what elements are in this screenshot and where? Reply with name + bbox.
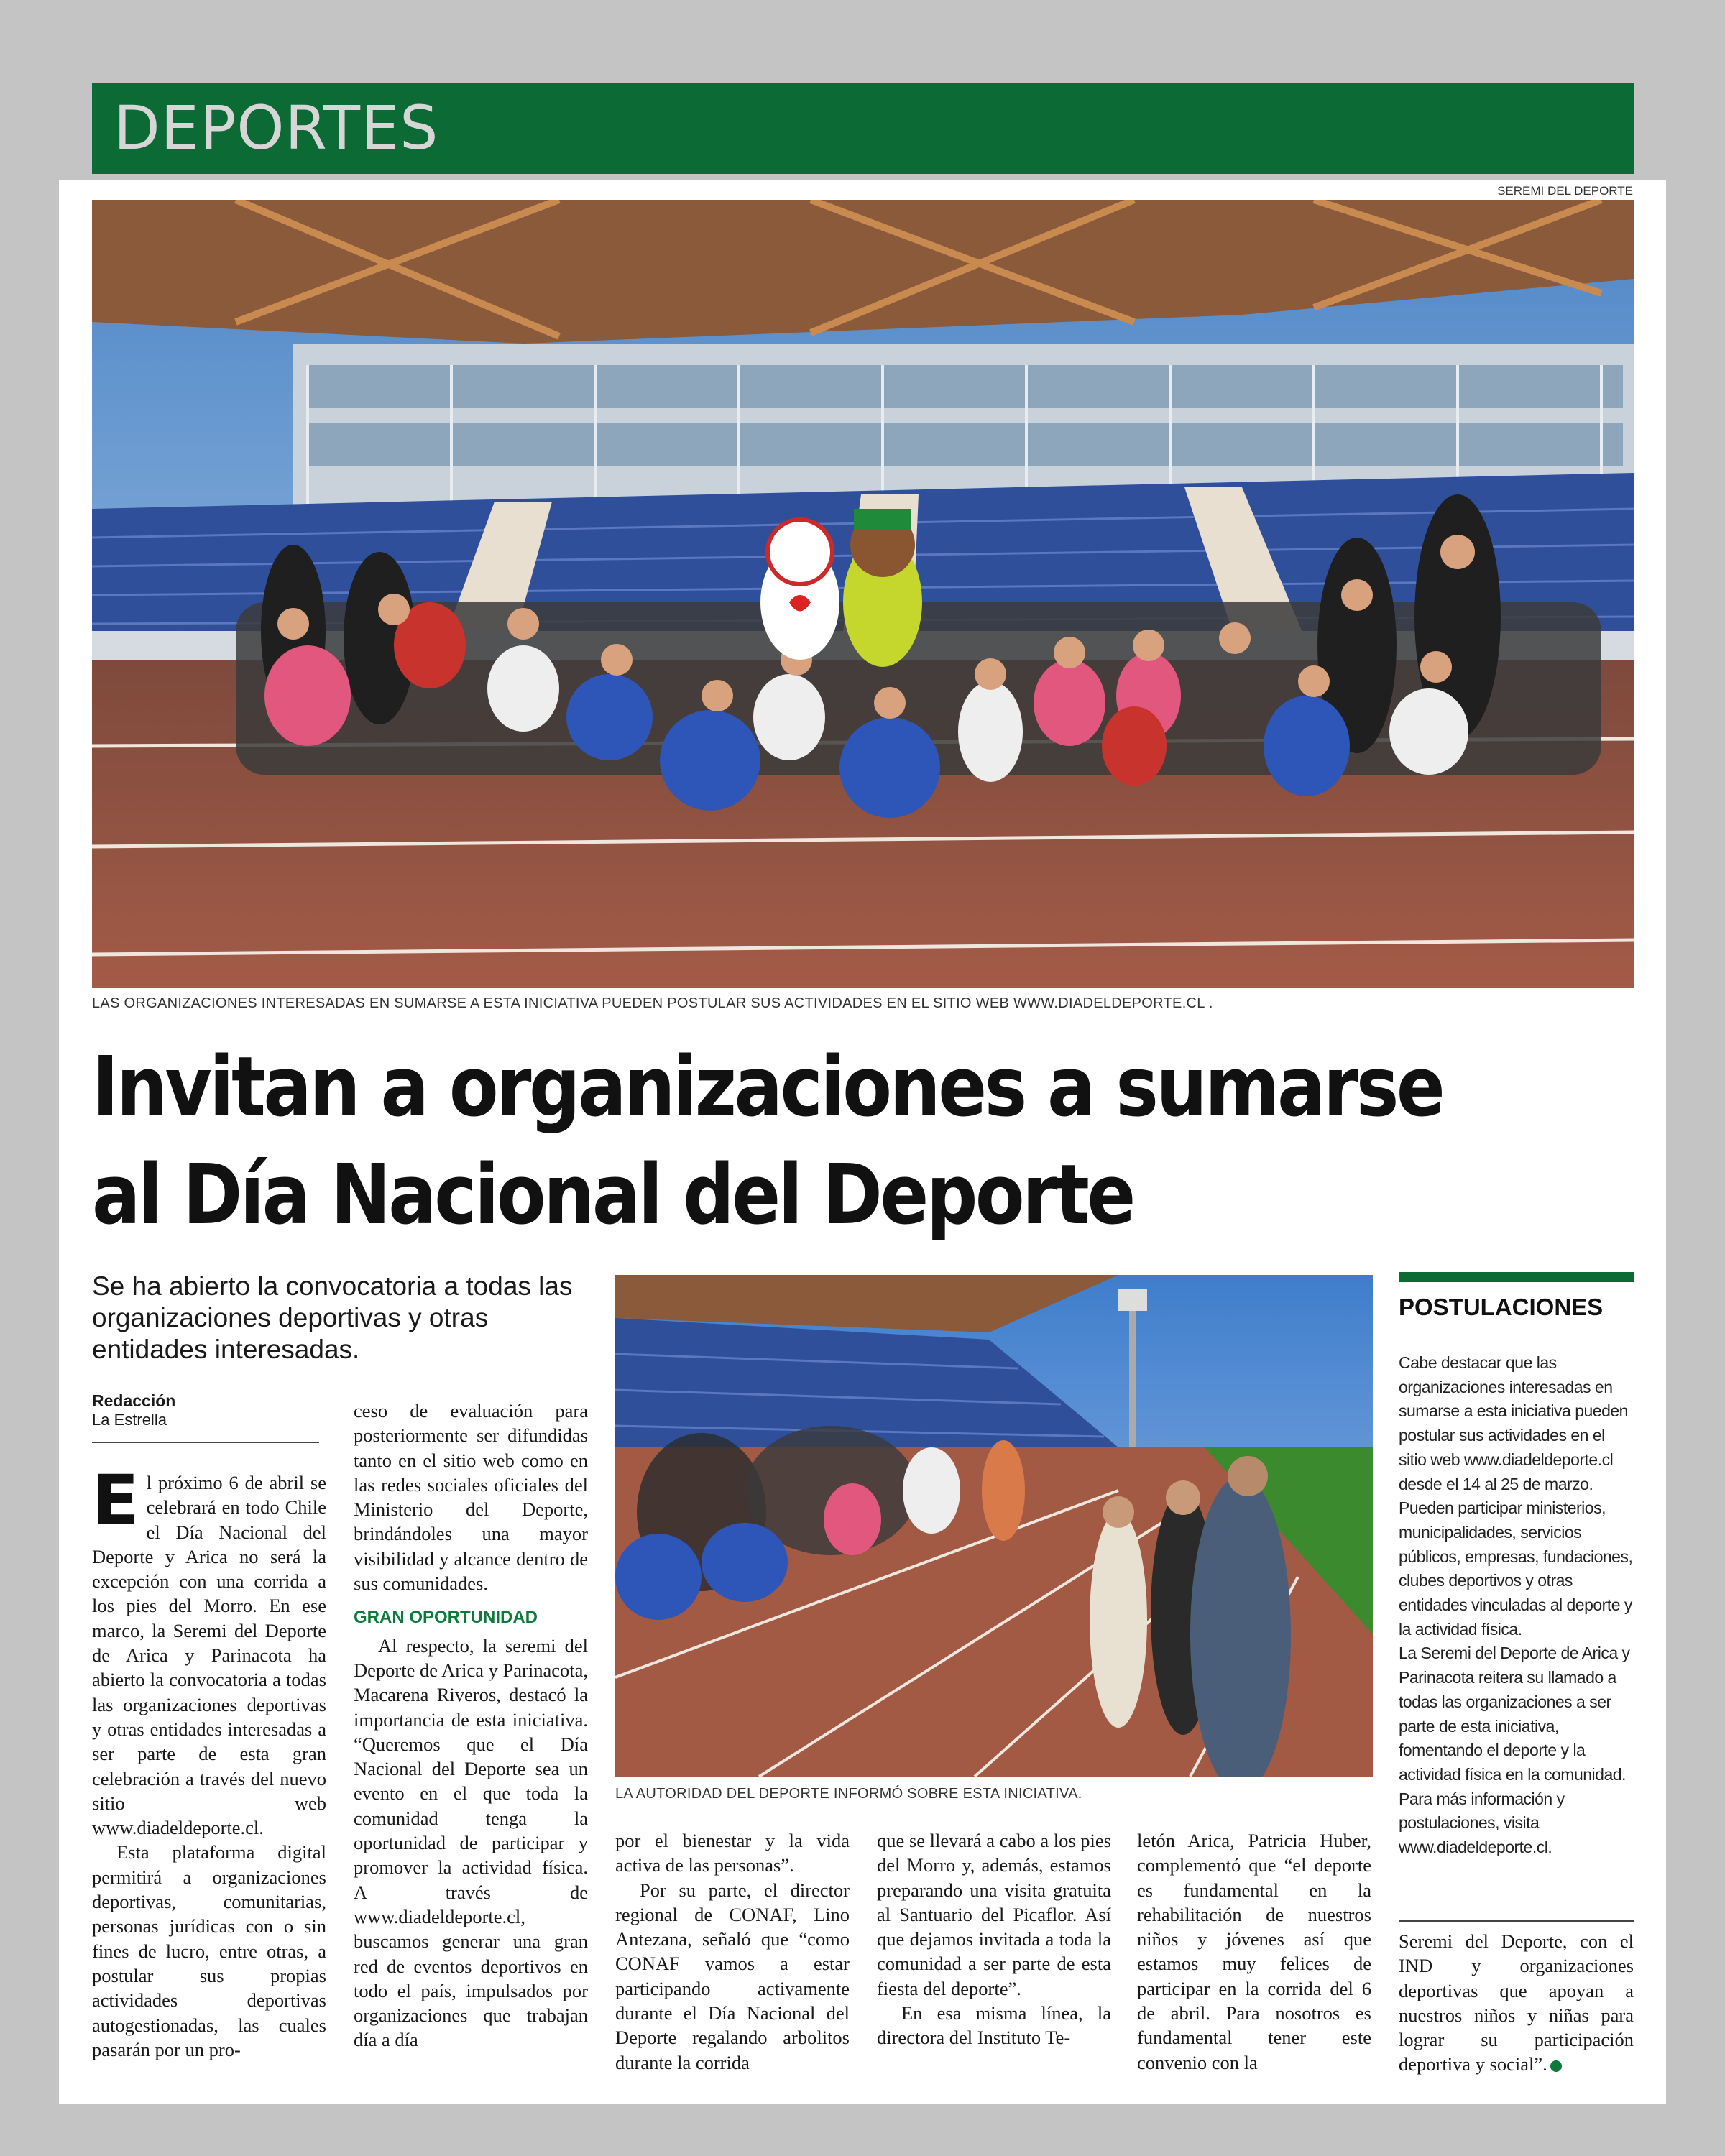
paragraph: En esa misma línea, la directora del Instituto Te- bbox=[877, 2002, 1111, 2049]
paragraph: El próximo 6 de abril se celebrará en todo Chile el Día Nacional del Deporte y Arica no será la excepción con una corrida a los pies del Morro. En ese marco, la Seremi del Deporte de Arica y Parinacota ha abierto la convocatoria a todas las organizaciones deportivas y otras entidades interesadas a ser parte de esta gran celebración a través del nuevo sitio web www.diadeldeporte.cl. bbox=[92, 1460, 326, 1839]
headline-line-1: Invitan a organizaciones a sumarse bbox=[92, 1039, 1443, 1135]
paragraph: Por su parte, el director regional de CONAF, Lino Antezana, señaló que “como CONAF vamos a estar participando activamente durante el Día Nacional del Deporte regalando arbolitos durante la corrida bbox=[615, 1879, 850, 2073]
byline-rule bbox=[92, 1442, 319, 1443]
byline bbox=[92, 1391, 175, 1429]
paragraph: ceso de evaluación para posteriormente ser difundidas tanto en el sitio web como en las redes sociales oficiales del Ministerio del Deporte, brindándoles una mayor visibilidad y alcance dentro de sus comunidades. bbox=[354, 1400, 588, 1595]
subheading: GRAN OPORTUNIDAD bbox=[354, 1608, 538, 1628]
sidebar-rule bbox=[1399, 1920, 1634, 1922]
sidebar-accent-bar bbox=[1399, 1272, 1634, 1282]
paragraph: Seremi del Deporte, con el IND y organizaciones deportivas que apoyan a nuestros niños y niñas para lograr su participación deportiva y social”. bbox=[1399, 1930, 1634, 2076]
second-photo bbox=[615, 1275, 1373, 1777]
section-header bbox=[92, 83, 1634, 174]
section-title: DEPORTES bbox=[114, 93, 439, 163]
body-column-2 bbox=[354, 1399, 588, 2053]
byline-author: Redacción bbox=[92, 1391, 176, 1410]
headline bbox=[92, 1033, 1443, 1249]
headline-line-2: al Día Nacional del Deporte bbox=[92, 1147, 1133, 1243]
second-photo-caption: LA AUTORIDAD DEL DEPORTE INFORMÓ SOBRE ESTA INICIATIVA. bbox=[615, 1786, 1082, 1802]
body-column-3 bbox=[615, 1828, 850, 2075]
paragraph: Al respecto, la seremi del Deporte de Arica y Parinacota, Macarena Riveros, destacó la importancia de esta iniciativa. “Queremos que el Día Nacional del Deporte sea un evento en el que toda la comunidad tenga la oportunidad de participar y promover la actividad física. A través de www.diadeldeporte.cl, buscamos generar una gran red de eventos deportivos en todo el país, impulsados por organizaciones que trabajan día a día bbox=[354, 1634, 588, 2051]
paragraph: por el bienestar y la vida activa de las personas”. bbox=[615, 1830, 850, 1876]
photo-credit: SEREMI DEL DEPORTE bbox=[1497, 184, 1633, 198]
main-photo-caption: LAS ORGANIZACIONES INTERESADAS EN SUMARSE A ESTA INICIATIVA PUEDEN POSTULAR SUS ACTIVIDADES EN EL SITIO WEB WWW.DIADELDEPORTE.CL . bbox=[92, 995, 1213, 1011]
deck: Se ha abierto la convocatoria a todas las organizaciones deportivas y otras entidades interesadas. bbox=[92, 1271, 573, 1364]
sidebar-title: POSTULACIONES bbox=[1399, 1294, 1604, 1320]
sidebar-paragraph: Cabe destacar que las organizaciones interesadas en sumarse a esta iniciativa pueden postular sus actividades en el sitio web www.diadeldeporte.cl desde el 14 al 25 de marzo. Pueden participar ministerios, municipalidades, servicios públicos, empresas, fundaciones, clubes deportivos y otras entidades vinculadas al deporte y la actividad física. bbox=[1399, 1353, 1633, 1639]
sidebar-body bbox=[1399, 1351, 1634, 1860]
end-mark-icon bbox=[1550, 2060, 1562, 2072]
body-column-5 bbox=[1137, 1828, 1371, 2075]
paragraph: que se llevará a cabo a los pies del Morro y, además, estamos preparando una visita gratuita al Santuario del Picaflor. Así que dejamos invitada a toda la comunidad a ser parte de esta fiesta del deporte”. bbox=[877, 1830, 1111, 1999]
paragraph: letón Arica, Patricia Huber, complementó que “el deporte es fundamental en la rehabilitación de nuestros niños y jóvenes así que estamos muy felices de participar en la corrida del 6 de abril. Para nosotros es fundamental tener este convenio con la bbox=[1137, 1830, 1371, 2073]
body-column-4 bbox=[877, 1828, 1111, 2050]
sidebar-paragraph: La Seremi del Deporte de Arica y Parinacota reitera su llamado a todas las organizaciones a ser parte de esta iniciativa, fomentando el deporte y la actividad física en la comunidad. Para más información y postulaciones, visita www.diadeldeporte.cl. bbox=[1399, 1644, 1630, 1857]
body-column-1 bbox=[92, 1460, 326, 2062]
paragraph: Esta plataforma digital permitirá a organizaciones deportivas, comunitarias, personas jurídicas con o sin fines de lucro, entre otras, a postular sus propias actividades deportivas autogestionadas, las cuales pasarán por un pro- bbox=[92, 1841, 326, 2060]
main-group-photo bbox=[92, 200, 1634, 988]
body-column-6 bbox=[1399, 1929, 1634, 2077]
byline-outlet: La Estrella bbox=[92, 1411, 167, 1429]
dropcap: E bbox=[92, 1460, 139, 1541]
